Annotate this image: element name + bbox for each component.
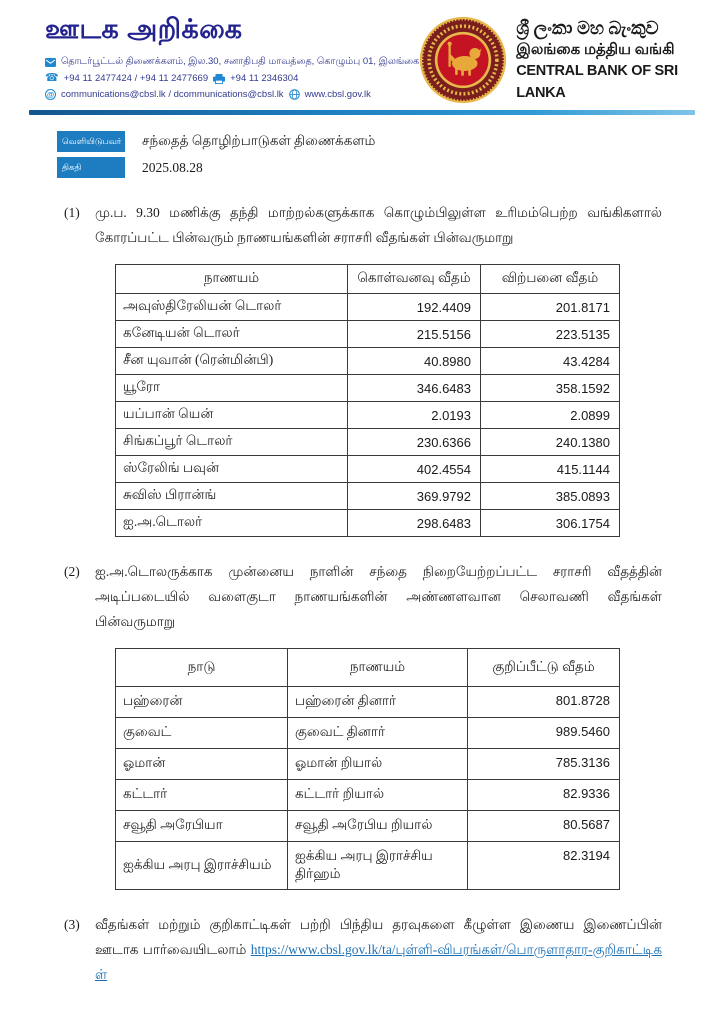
table-row <box>116 510 620 537</box>
table-row <box>116 718 620 749</box>
header-right <box>419 15 696 105</box>
currency-name: யப்பான் யென் <box>116 402 348 429</box>
currency-name: கட்டார் றியால் <box>288 780 468 811</box>
address-text: தொடர்பூட்டல் திணைக்களம், இல.30, சனாதிபதி மாவத்தை, கொழும்பு 01, இலங்கை <box>61 56 420 67</box>
cbsl-indicators-link[interactable]: https://www.cbsl.gov.lk/ta/புள்ளி-விபரங்கள்/பொருளாதார-குறிகாட்டிகள் <box>95 942 662 982</box>
buying-rate: 40.8980 <box>348 348 481 375</box>
date-row <box>57 157 724 178</box>
website-text: www.cbsl.gov.lk <box>304 89 371 100</box>
country-name: பஹ்ரைன் <box>116 687 288 718</box>
indicative-rate: 989.5460 <box>468 718 620 749</box>
table-row <box>116 749 620 780</box>
paragraph-1 <box>64 200 662 250</box>
selling-rate: 201.8171 <box>481 294 620 321</box>
selling-rate: 2.0899 <box>481 402 620 429</box>
cbsl-emblem <box>419 16 507 104</box>
table-header-row <box>116 265 620 294</box>
table-row <box>116 811 620 842</box>
indicative-rate: 80.5687 <box>468 811 620 842</box>
table-row <box>116 321 620 348</box>
release-info <box>57 131 724 178</box>
country-name: கட்டார் <box>116 780 288 811</box>
selling-rate: 415.1144 <box>481 456 620 483</box>
indicative-rate: 785.3136 <box>468 749 620 780</box>
selling-rate: 43.4284 <box>481 348 620 375</box>
currency-name: கனேடியன் டொலர் <box>116 321 348 348</box>
table-row <box>116 375 620 402</box>
paragraph-2-text: ஐ.அ.டொலருக்காக முன்னைய நாளின் சந்தை நிறையேற்றப்பட்ட சராசரி வீதத்தின் அடிப்படையில் வளைகுடா நாணயங்களின் அண்ணளவான செலாவணி வீதங்கள் பின்வருமாறு <box>95 564 662 629</box>
table-row <box>116 687 620 718</box>
buying-rate: 192.4409 <box>348 294 481 321</box>
paragraph-3-text <box>95 912 662 987</box>
paragraph-3 <box>64 912 662 987</box>
table-row <box>116 842 620 890</box>
currency-name: சவூதி அரேபிய றியால் <box>288 811 468 842</box>
email-line <box>45 89 419 100</box>
exchange-rates-table <box>115 264 620 537</box>
selling-rate: 358.1592 <box>481 375 620 402</box>
date-value: 2025.08.28 <box>142 159 203 175</box>
buying-rate: 230.6366 <box>348 429 481 456</box>
header <box>0 0 724 105</box>
bank-name-english: CENTRAL BANK OF SRI LANKA <box>516 62 678 101</box>
paragraph-1-text: மு.ப. 9.30 மணிக்கு தந்தி மாற்றல்களுக்காக கொழும்பிலுள்ள உரிமம்பெற்ற வங்கிகளால் கோரப்பட்ட பின்வரும் நாணயங்களின் சராசரி வீதங்கள் பின்வருமாறு <box>95 205 662 245</box>
email-addresses: communications@cbsl.lk / dcommunications@cbsl.lk <box>61 89 284 100</box>
media-release-title: ஊடக அறிக்கை <box>45 14 243 44</box>
currency-name: ஸ்ரேலிங் பவுன் <box>116 456 348 483</box>
address-line <box>45 56 419 68</box>
table-row <box>116 483 620 510</box>
col-selling-rate: விற்பனை வீதம் <box>481 265 620 294</box>
at-icon: @ <box>46 89 55 99</box>
col-indicative-rate: குறிப்பீட்டு வீதம் <box>468 649 620 687</box>
paragraph-2-number: (2) <box>64 564 80 579</box>
envelope-icon <box>45 58 56 67</box>
buying-rate: 346.6483 <box>348 375 481 402</box>
col-currency: நாணயம் <box>116 265 348 294</box>
currency-name: ஓமான் றியால் <box>288 749 468 780</box>
selling-rate: 306.1754 <box>481 510 620 537</box>
header-divider <box>29 110 695 115</box>
currency-name: ஐக்கிய அரபு இராச்சிய திர்ஹம் <box>288 842 468 890</box>
country-name: குவைட் <box>116 718 288 749</box>
indicative-rate: 82.9336 <box>468 780 620 811</box>
phone-line <box>45 73 419 84</box>
table-row <box>116 780 620 811</box>
country-name: ஓமான் <box>116 749 288 780</box>
table-row <box>116 456 620 483</box>
issuer-value: சந்தைத் தொழிற்பாடுகள் திணைக்களம் <box>142 132 376 148</box>
indicative-rate: 82.3194 <box>468 842 620 890</box>
currency-name: சுவிஸ் பிரான்ங் <box>116 483 348 510</box>
currency-name: யூரோ <box>116 375 348 402</box>
date-label: திகதி <box>57 157 125 178</box>
buying-rate: 369.9792 <box>348 483 481 510</box>
col-country: நாடு <box>116 649 288 687</box>
selling-rate: 385.0893 <box>481 483 620 510</box>
fax-icon <box>213 74 225 84</box>
table-row <box>116 429 620 456</box>
currency-name: குவைட் தினார் <box>288 718 468 749</box>
globe-icon <box>289 89 300 100</box>
bank-name-tamil: இலங்கை மத்திய வங்கி <box>516 41 675 58</box>
indicative-rate: 801.8728 <box>468 687 620 718</box>
buying-rate: 2.0193 <box>348 402 481 429</box>
currency-name: ஐ.அ.டொலர் <box>116 510 348 537</box>
col-currency: நாணயம் <box>288 649 468 687</box>
table-row <box>116 402 620 429</box>
bank-name-block <box>516 16 696 105</box>
gulf-rates-table <box>115 648 620 890</box>
buying-rate: 402.4554 <box>348 456 481 483</box>
selling-rate: 240.1380 <box>481 429 620 456</box>
paragraph-3-body: வீதங்கள் மற்றும் குறிகாட்டிகள் பற்றி பிந்திய தரவுகளை கீழுள்ள இணைய இணைப்பின் ஊடாக பார்வையிடலாம் <box>95 917 662 957</box>
selling-rate: 223.5135 <box>481 321 620 348</box>
buying-rate: 298.6483 <box>348 510 481 537</box>
paragraph-1-number: (1) <box>64 205 80 220</box>
phone-numbers: +94 11 2477424 / +94 11 2477669 <box>63 73 209 84</box>
issuer-label: வெளியிடுபவர் <box>57 131 125 152</box>
currency-name: சிங்கப்பூர் டொலர் <box>116 429 348 456</box>
bank-name-sinhala: ශ්‍රී ලංකා මහ බැංකුව <box>516 17 659 38</box>
currency-name: சீன யுவான் (ரென்மின்பி) <box>116 348 348 375</box>
paragraph-2 <box>64 559 662 634</box>
paragraph-3-number: (3) <box>64 917 80 932</box>
contact-block <box>45 56 419 100</box>
table-row <box>116 348 620 375</box>
currency-name: பஹ்ரைன் தினார் <box>288 687 468 718</box>
table-row <box>116 294 620 321</box>
country-name: சவூதி அரேபியா <box>116 811 288 842</box>
buying-rate: 215.5156 <box>348 321 481 348</box>
issuer-row <box>57 131 724 152</box>
phone-icon: ☎ <box>45 72 59 84</box>
currency-name: அவுஸ்திரேலியன் டொலர் <box>116 294 348 321</box>
country-name: ஐக்கிய அரபு இராச்சியம் <box>116 842 288 890</box>
header-left <box>45 14 419 105</box>
fax-number: +94 11 2346304 <box>230 73 299 84</box>
table-header-row <box>116 649 620 687</box>
col-buying-rate: கொள்வனவு வீதம் <box>348 265 481 294</box>
